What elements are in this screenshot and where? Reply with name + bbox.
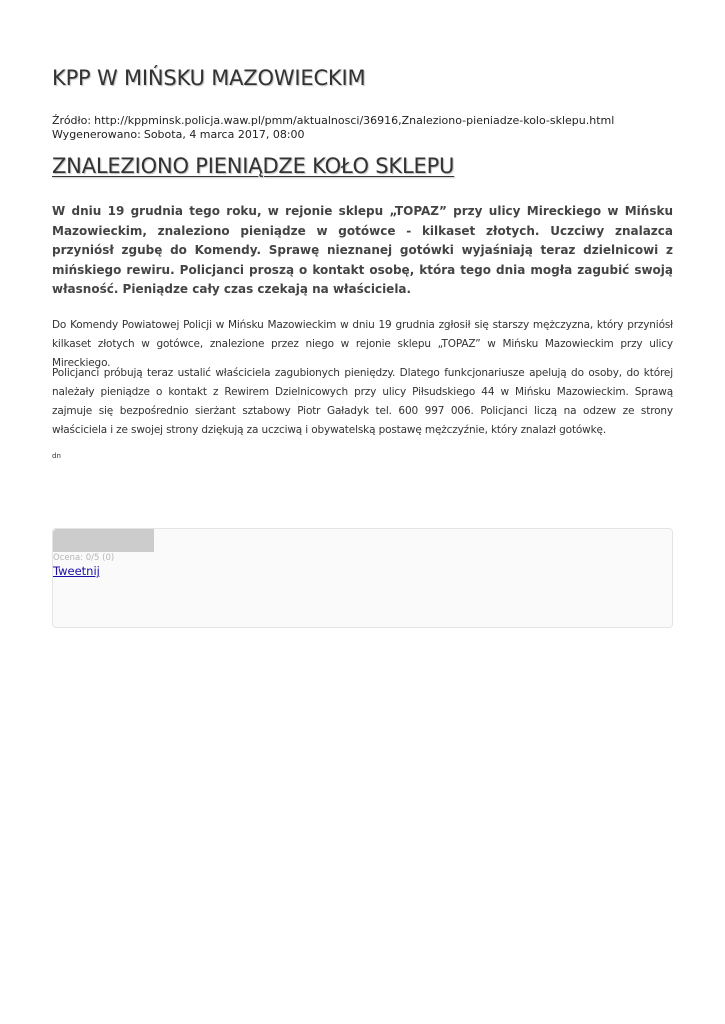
generated-date: Sobota, 4 marca 2017, 08:00 [143, 128, 305, 141]
tweet-link[interactable]: Tweetnij [53, 564, 100, 578]
source-line [52, 114, 614, 128]
document-meta [52, 114, 614, 142]
rating-text: Ocena: 0/5 (0) [53, 553, 115, 563]
article-lead: W dniu 19 grudnia tego roku, w rejonie sklepu „TOPAZ” przy ulicy Mireckiego w Mińsku Mazowieckim, znaleziono pieniądze w gotówce - kilkaset złotych. Uczciwy znalazca przyniósł zgubę do Komendy. Sprawę nieznanej gotówki wyjaśniają teraz dzielnicowi z mińskiego rewiru. Policjanci proszą o kontakt osobę, która tego dnia mogła zagubić swoją własność. Pieniądze cały czas czekają na właściciela. [52, 204, 673, 296]
site-title: KPP W MIŃSKU MAZOWIECKIM [52, 66, 366, 90]
author-signature: dn [52, 452, 61, 460]
rating-panel [52, 528, 673, 628]
generated-label: Wygenerowano: [52, 128, 141, 141]
article-paragraph-1: Do Komendy Powiatowej Policji w Mińsku Mazowieckim w dniu 19 grudnia zgłosił się starszy mężczyzna, który przyniósł kilkaset złotych w gotówce, znalezione przez niego w rejonie sklepu „TOPAZ” w Mińsku Mazowieckim przy ulicy Mireckiego. [52, 319, 673, 369]
source-label: Źródło: [52, 114, 92, 127]
article-title: ZNALEZIONO PIENIĄDZE KOŁO SKLEPU [52, 154, 455, 178]
article-paragraph-2: Policjanci próbują teraz ustalić właściciela zagubionych pieniędzy. Dlatego funkcjonariusze apelują do osoby, do której należały pieniądze o kontakt z Rewirem Dzielnicowych przy ulicy Piłsudskiego 44 w Mińsku Mazowieckim. Sprawą zajmuje się bezpośrednio sierżant sztabowy Piotr Gaładyk tel. 600 997 006. Policjanci liczą na odzew ze strony właściciela i ze swojej strony dziękują za uczciwą i obywatelską postawę mężczyźnie, który znalazł gotówkę. [52, 367, 673, 436]
source-url: http://kppminsk.policja.waw.pl/pmm/aktualnosci/36916,Znaleziono-pieniadze-kolo-sklepu.html [94, 114, 615, 127]
rating-stars-bar[interactable] [53, 529, 154, 552]
generated-line [52, 128, 614, 142]
